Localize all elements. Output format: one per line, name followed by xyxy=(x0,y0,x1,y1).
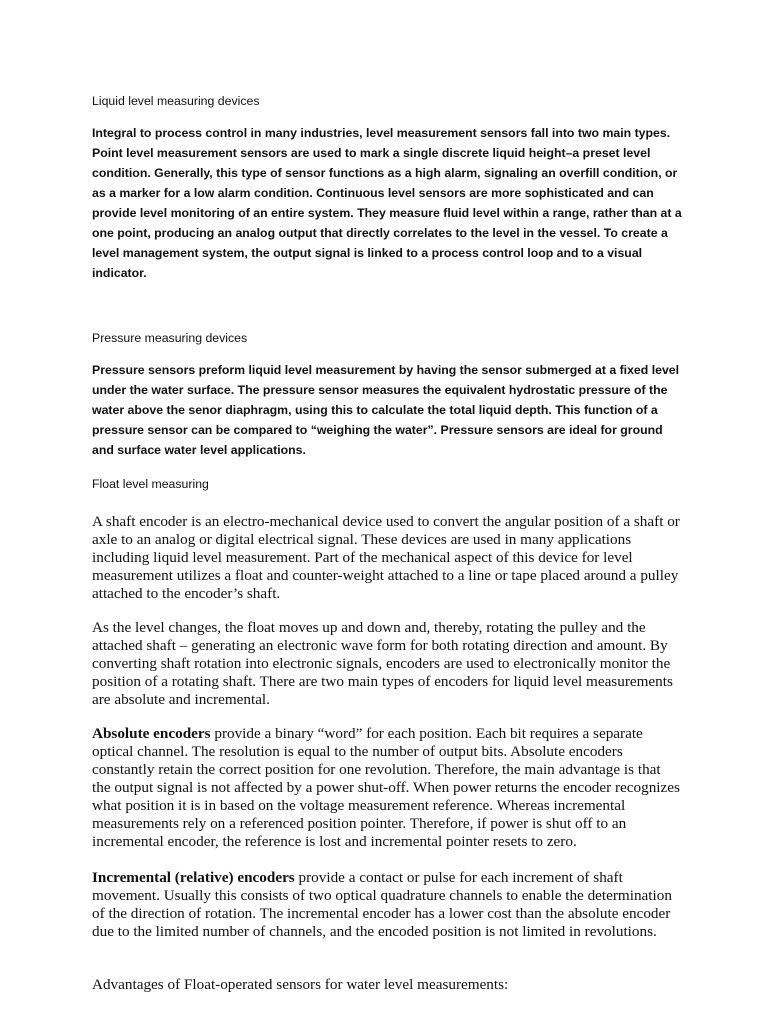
heading-pressure: Pressure measuring devices xyxy=(92,331,248,345)
paragraph-advantages: Advantages of Float-operated sensors for water level measurements: xyxy=(92,976,509,993)
paragraph-level-changes: As the level changes, the float moves up and down and, thereby, rotating the pulley and the attached shaft – generating an electronic wave form for both rotating direction and amount. By converting shaft rotation into electronic signals, encoders are used to electronically monitor the position of a rotating shaft. There are two main types of encoders for liquid level measurements are absolute and incremental. xyxy=(92,619,673,708)
paragraph-absolute-encoders xyxy=(92,725,682,851)
paragraph-shaft-encoder: A shaft encoder is an electro-mechanical device used to convert the angular position of a shaft or axle to an analog or digital electrical signal. These devices are used in many applications including liquid level measurement. Part of the mechanical aspect of this device for level measurement utilizes a float and counter-weight attached to a line or tape placed around a pulley attached to the encoder’s shaft. xyxy=(92,513,680,602)
incremental-encoders-text: provide a contact or pulse for each increment of shaft movement. Usually this consists of two optical quadrature channels to enable the determination of the direction of rotation. The incremental encoder has a lower cost than the absolute encoder due to the limited number of channels, and the encoded position is not limited in revolutions. xyxy=(92,869,672,940)
incremental-encoders-label: Incremental (relative) encoders xyxy=(92,869,295,886)
heading-float: Float level measuring xyxy=(92,477,209,491)
paragraph-liquid-level: Integral to process control in many industries, level measurement sensors fall into two main types. Point level measurement sensors are used to mark a single discrete liquid height–a preset level condition. Generally, this type of sensor functions as a high alarm, signaling an overfill condition, or as a marker for a low alarm condition. Continuous level sensors are more sophisticated and can provide level monitoring of an entire system. They measure fluid level within a range, rather than at a one point, producing an analog output that directly correlates to the level in the vessel. To create a level management system, the output signal is linked to a process control loop and to a visual indicator. xyxy=(92,126,682,280)
absolute-encoders-text: provide a binary “word” for each position. Each bit requires a separate optical channel. The resolution is equal to the number of output bits. Absolute encoders constantly retain the correct position for one revolution. Therefore, the main advantage is that the output signal is not affected by a power shut-off. When power returns the encoder recognizes what position it is in based on the voltage measurement reference. Whereas incremental measurements rely on a referenced position pointer. Therefore, if power is shut off to an incremental encoder, the reference is lost and incremental pointer resets to zero. xyxy=(92,725,680,850)
paragraph-pressure: Pressure sensors preform liquid level measurement by having the sensor submerged at a fixed level under the water surface. The pressure sensor measures the equivalent hydrostatic pressure of the water above the senor diaphragm, using this to calculate the total liquid depth. This function of a pressure sensor can be compared to “weighing the water”. Pressure sensors are ideal for ground and surface water level applications. xyxy=(92,363,680,457)
heading-liquid-level: Liquid level measuring devices xyxy=(92,94,260,108)
paragraph-incremental-encoders xyxy=(92,869,682,941)
absolute-encoders-label: Absolute encoders xyxy=(92,725,211,742)
